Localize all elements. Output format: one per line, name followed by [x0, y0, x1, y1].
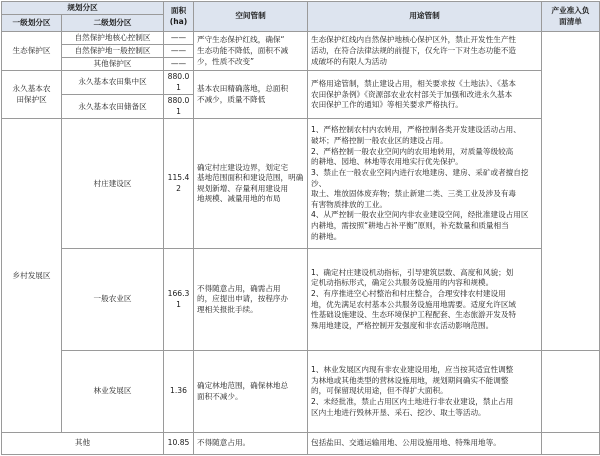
text-line: 面积不减少。 [197, 391, 243, 401]
text-line: 规划新增、存量利用建设用 [197, 183, 289, 193]
area-value: 10.85 [164, 433, 194, 455]
text-line: 活动，在符合法律法规的前提下，仅允许一下对生态功能不造 [311, 45, 517, 55]
subzone-name: 永久基本农田储备区 [62, 95, 164, 119]
general-agri-space-control [194, 249, 308, 351]
area-value: 166.31 [164, 249, 194, 351]
table-row [2, 71, 600, 95]
eco-use-control [308, 32, 542, 71]
subzone-name: 林业发展区 [62, 351, 164, 433]
header-space-control: 空间管制 [194, 2, 308, 32]
zone-rural: 乡村发展区 [2, 119, 62, 433]
text-line: 少，性质不改变” [197, 56, 255, 66]
text-line: 有害物质排放的工业。 [311, 199, 387, 209]
text-line: 1、林业发展区内现有非农业建设用地，应当按其适宜性调整 [311, 365, 514, 375]
text-line: 农田保护工作的通知》等相关要求严格执行。 [311, 100, 463, 110]
text-line: 破坏；严格控制一般农业区的建设占用。 [311, 136, 448, 146]
text-line: 确定村庄建设边界，划定宅 [197, 162, 289, 172]
header-industry-line-2: 面清单 [559, 16, 582, 26]
header-planning-zone: 规划分区 [2, 2, 164, 15]
text-line: 不得随意占用，确需占用 [197, 283, 281, 293]
text-line: 内耕地，需按照“耕地占补平衡”原则，补充数量和质量相当 [311, 221, 509, 231]
other-use-control: 包括盐田、交通运输用地、公用设施用地、特殊用地等。 [308, 433, 542, 455]
table-row [2, 351, 600, 433]
text-line: 田保护区 [16, 94, 47, 104]
area-value: 880.01 [164, 95, 194, 119]
header-use-control: 用途管制 [308, 2, 542, 32]
area-value: —— [164, 32, 194, 45]
text-line: 的，应提出申请，按程序办 [197, 294, 289, 304]
forestry-use-control [308, 351, 542, 433]
eco-space-control [194, 32, 308, 71]
farm-use-control [308, 71, 542, 119]
table-row [2, 249, 600, 351]
text-line: 永久基本农 [12, 84, 51, 94]
subzone-name: 其他保护区 [62, 58, 164, 71]
text-line: 的，可保留现状用途，但不得扩大面积。 [311, 386, 448, 396]
header-industry-list [542, 2, 600, 32]
zoning-control-table [1, 1, 600, 455]
header-industry-line-1: 产业准入负 [551, 6, 590, 16]
text-line: 基本农田精确落地，总面积 [197, 84, 289, 94]
text-line: 生态功能不降低，面积不减 [197, 45, 289, 55]
zone-farmland [2, 71, 62, 119]
header-level1: 一级划分区 [2, 14, 62, 31]
text-line: 2、有序推进空心村整治和村庄整合，合理安排农村建设用 [311, 289, 506, 299]
area-value: 115.42 [164, 119, 194, 249]
text-line: 2、严格控制一般农业空间内的农用地转用，对质量等级较高 [311, 146, 514, 156]
text-line: 区内土地进行毁林开垦、采石、挖沙、取土等活动。 [311, 407, 486, 417]
text-line: 的耕地。 [311, 231, 342, 241]
text-line: 定机动指标形式，确定公共服务设施用的内容和规模。 [311, 278, 494, 288]
table-row [2, 119, 600, 249]
zone-other: 其他 [2, 433, 164, 455]
table-row [2, 32, 600, 45]
general-agri-use-control [308, 249, 542, 351]
text-line: 性基础设施建设、生态环境保护工程配套、生态旅游开发及特 [311, 310, 517, 320]
text-line: 4、从严控制一般农业空间内非农业建设空间，经批准建设占用区 [311, 210, 529, 220]
area-value: 1.36 [164, 351, 194, 433]
text-line: 1、严格控制农村内农转用，严格控制各类开发建设活动占用、 [311, 125, 521, 135]
text-line: 成破坏的有限人为活动 [311, 56, 387, 66]
text-line: 地规模、减量用地的布局 [197, 194, 281, 204]
text-line: 不减少，质量不降低 [197, 94, 266, 104]
area-value: —— [164, 45, 194, 58]
forestry-space-control [194, 351, 308, 433]
header-row-top [2, 2, 600, 15]
text-line: 确定林地范围，确保林地总 [197, 381, 289, 391]
subzone-name: 村庄建设区 [62, 119, 164, 249]
text-line: 农田保护条例》《资源部农业农村部关于加强和改进永久基本 [311, 89, 513, 99]
header-area-unit: (ha) [169, 16, 188, 26]
village-use-control [308, 119, 542, 249]
text-line: 理相关报批手续。 [197, 304, 258, 314]
text-line: 2、未经批准，禁止占用区内土地进行非农业建设，禁止占用 [311, 396, 514, 406]
empty-industry-cell [542, 32, 600, 351]
area-value: —— [164, 58, 194, 71]
text-line: 严格用途管制，禁止建设占用，相关要求按《土地法》、《基本 [311, 78, 517, 88]
text-line: 殊用地建设，严格控制开发强度和非农活动影响范围。 [311, 320, 494, 330]
text-line: 严守生态保护红线，确保“ [197, 35, 285, 45]
text-line: 取土、堆放固体废弃物；禁止新建二类、三类工业及涉及有毒 [311, 189, 517, 199]
text-line: 1、确定村庄建设机动指标，引导建筑层数、高度和风貌；划 [311, 267, 514, 277]
header-area-line: 面积 [170, 6, 187, 16]
empty-industry-cell [542, 433, 600, 455]
other-space-control: 不得随意占用。 [194, 433, 308, 455]
text-line: 的耕地、园地、林地等农用地实行优先保护。 [311, 157, 463, 167]
text-line: 为林地或其他类型的营林设施用地，规划期间确实不能调整 [311, 375, 509, 385]
subzone-name: 自然保护地一般控制区 [62, 45, 164, 58]
subzone-name: 一般农业区 [62, 249, 164, 351]
subzone-name: 永久基本农田集中区 [62, 71, 164, 95]
header-area [164, 2, 194, 32]
text-line: 生态保护红线内自然保护地核心保护区外，禁止开发性生产性 [311, 35, 517, 45]
subzone-name: 自然保护地核心控制区 [62, 32, 164, 45]
farm-space-control [194, 71, 308, 119]
village-space-control [194, 119, 308, 249]
table-row [2, 433, 600, 455]
text-line: 地，优先满足农村基本公共服务设施用地需要。适度允许区域 [311, 299, 517, 309]
header-level2: 二级划分区 [62, 14, 164, 31]
text-line: 基地范围面积和建设范围，明确 [197, 173, 304, 183]
zone-eco: 生态保护区 [2, 32, 62, 71]
area-value: 880.01 [164, 71, 194, 95]
text-line: 3、禁止在一般农业空间内进行农地建房、建房、采矿或者擅自挖沙、 [311, 167, 529, 188]
